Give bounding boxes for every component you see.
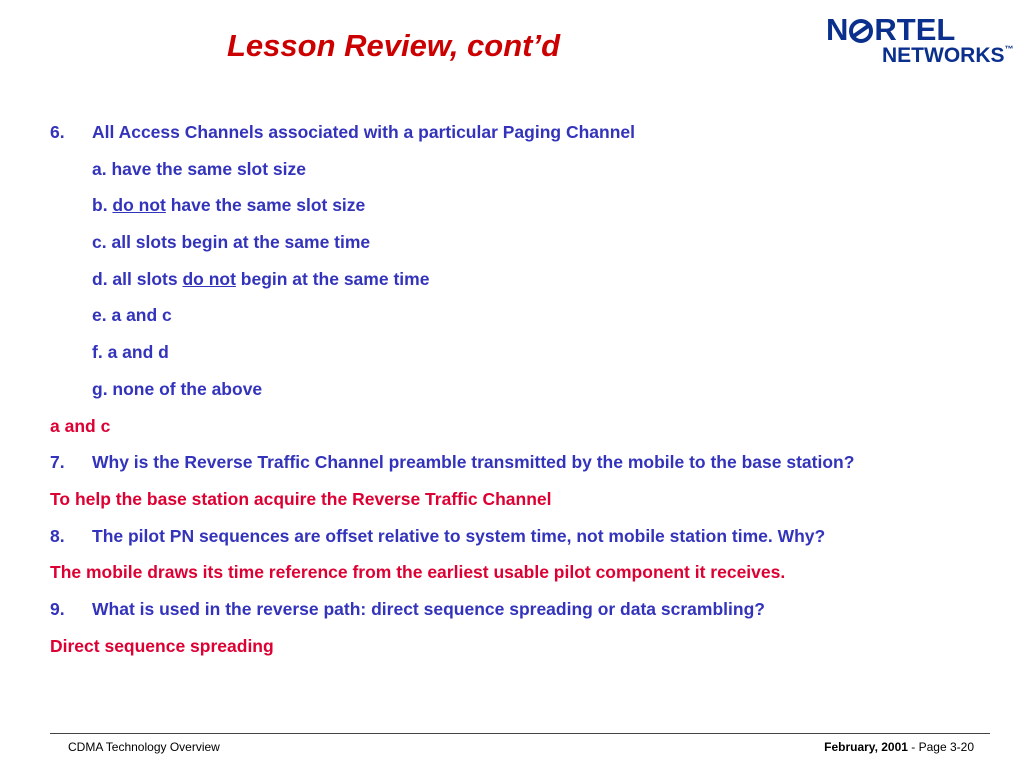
footer-course-title: CDMA Technology Overview: [68, 740, 220, 754]
question-number: 8.: [50, 525, 65, 546]
answer-9: Direct sequence spreading: [50, 635, 274, 656]
option-c: c. all slots begin at the same time: [92, 232, 371, 253]
option-e: e. a and c: [92, 305, 172, 326]
option-f: f. a and d: [92, 342, 169, 363]
footer-divider: [50, 733, 990, 734]
option-d: d. all slots do not begin at the same time: [92, 268, 430, 289]
footer-page-number: Page 3-20: [918, 740, 974, 754]
nortel-networks-logo: [826, 14, 1016, 70]
logo-letters-rtel: RTEL: [874, 12, 956, 47]
slide-title: Lesson Review, cont’d: [227, 28, 561, 63]
logo-slashed-o-icon: [849, 19, 873, 43]
question-number: 9.: [50, 598, 65, 619]
question-number: 6.: [50, 122, 65, 142]
question-8: [50, 526, 1010, 563]
question-7: [50, 452, 1010, 489]
answer-7: To help the base station acquire the Reverse Traffic Channel: [50, 488, 552, 509]
answer-8: The mobile draws its time reference from the earliest usable pilot component it receives.: [50, 562, 786, 583]
answer-6: a and c: [50, 415, 111, 436]
question-number: 7.: [50, 452, 65, 473]
footer-page-info: February, 2001 - Page 3-20: [824, 740, 974, 754]
option-g: g. none of the above: [92, 378, 263, 399]
question-text: The pilot PN sequences are offset relative to system time, not mobile station time. Why?: [92, 525, 826, 546]
question-text: All Access Channels associated with a particular Paging Channel: [92, 122, 635, 142]
option-a: a. have the same slot size: [92, 158, 307, 179]
logo-letter-n: N: [826, 12, 849, 47]
option-b: b. do not have the same slot size: [92, 195, 366, 216]
logo-wordmark-bottom: NETWORKS™: [882, 44, 1014, 67]
footer-date: February, 2001: [824, 740, 908, 754]
question-6: [50, 122, 1010, 159]
review-content: [50, 122, 1010, 672]
logo-wordmark-top: [826, 14, 955, 46]
question-text: What is used in the reverse path: direct sequence spreading or data scrambling?: [92, 598, 765, 619]
question-text: Why is the Reverse Traffic Channel preamble transmitted by the mobile to the base station?: [92, 452, 855, 473]
question-9: [50, 599, 1010, 636]
